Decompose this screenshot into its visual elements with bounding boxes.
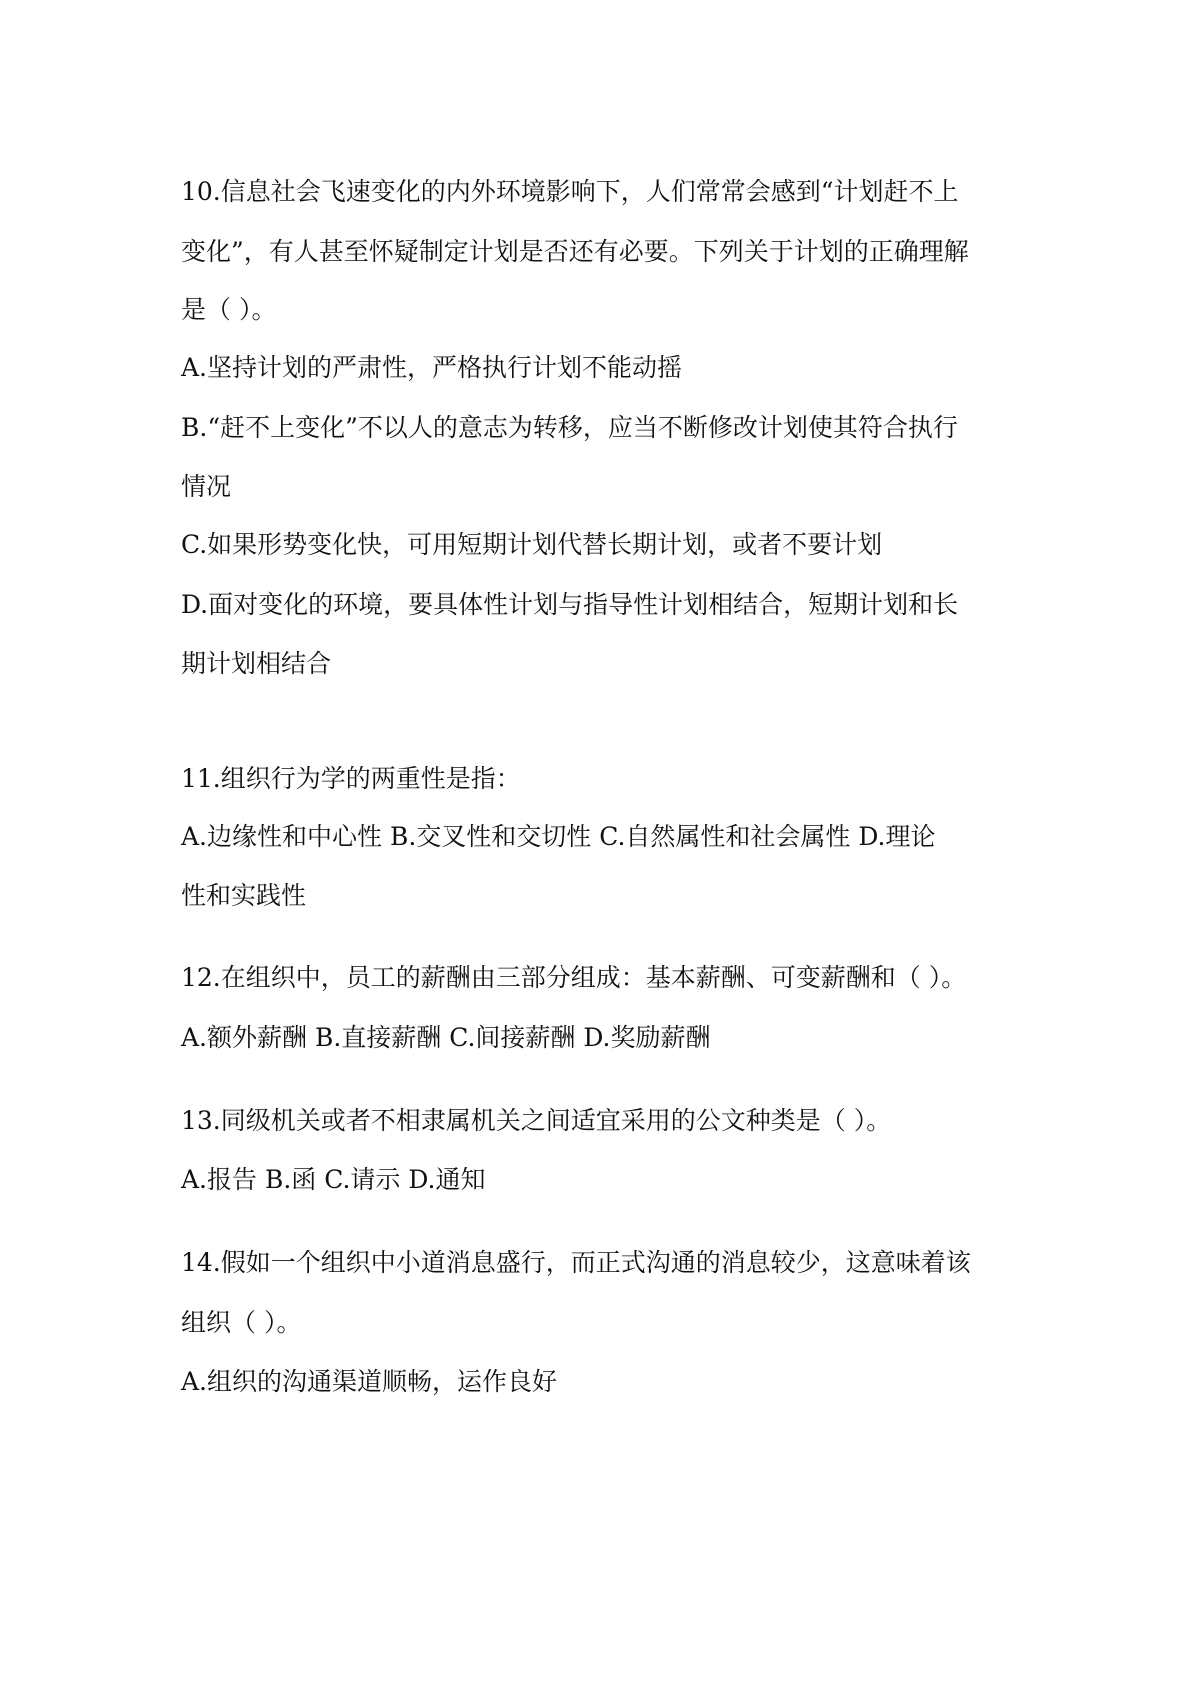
question-10-option-a: A.坚持计划的严肃性，严格执行计划不能动摇	[181, 353, 683, 382]
question-10-option-d-cont: 期计划相结合	[181, 649, 332, 678]
question-11-stem: 11.组织行为学的两重性是指：	[181, 764, 521, 793]
question-13-options: A.报告 B.函 C.请示 D.通知	[181, 1165, 486, 1194]
question-10-stem-line-2: 变化”，有人甚至怀疑制定计划是否还有必要。下列关于计划的正确理解	[181, 237, 969, 266]
question-12-options: A.额外薪酬 B.直接薪酬 C.间接薪酬 D.奖励薪酬	[181, 1023, 711, 1052]
question-11-options-cont: 性和实践性	[181, 881, 307, 910]
question-10-option-b-cont: 情况	[181, 472, 232, 501]
question-10-stem-line-3: 是（ ）。	[181, 295, 277, 324]
question-10-stem-line-1: 10.信息社会飞速变化的内外环境影响下，人们常常会感到“计划赶不上	[181, 177, 959, 206]
question-14-option-a: A.组织的沟通渠道顺畅，运作良好	[181, 1367, 558, 1396]
question-14-stem-line-2: 组织（ ）。	[181, 1308, 302, 1337]
question-11-options: A.边缘性和中心性 B.交叉性和交切性 C.自然属性和社会属性 D.理论	[181, 822, 936, 851]
question-10-option-b: B.“赶不上变化”不以人的意志为转移，应当不断修改计划使其符合执行	[181, 413, 958, 442]
question-14-stem-line-1: 14.假如一个组织中小道消息盛行，而正式沟通的消息较少，这意味着该	[181, 1248, 971, 1277]
question-13-stem: 13.同级机关或者不相隶属机关之间适宜采用的公文种类是（ ）。	[181, 1106, 892, 1135]
question-10-option-d: D.面对变化的环境，要具体性计划与指导性计划相结合，短期计划和长	[181, 590, 959, 619]
question-10-option-c: C.如果形势变化快，可用短期计划代替长期计划，或者不要计划	[181, 530, 883, 559]
question-12-stem: 12.在组织中，员工的薪酬由三部分组成：基本薪酬、可变薪酬和（ ）。	[181, 963, 967, 992]
